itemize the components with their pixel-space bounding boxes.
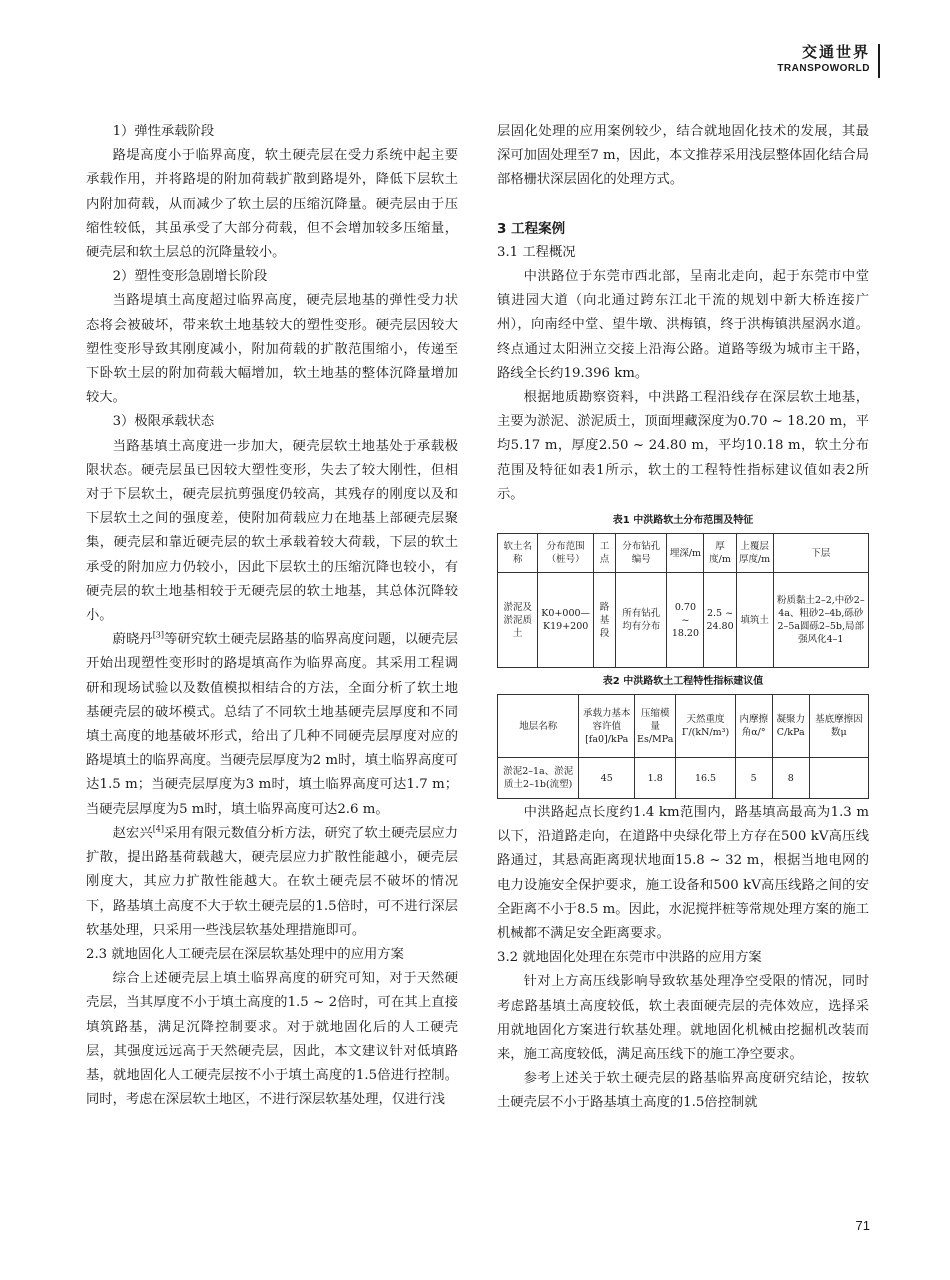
table-cell: 淤泥及淤泥质土 bbox=[498, 573, 538, 668]
table-header-cell: 厚度/m bbox=[704, 534, 736, 573]
table-cell: 路基段 bbox=[593, 573, 615, 668]
table-header-cell: 软土名称 bbox=[498, 534, 538, 573]
paragraph: 针对上方高压线影响导致软基处理净空受限的情况，同时考虑路基填土高度较低，软土表面硬壳层的壳体效应，选择采用就地固化方案进行软基处理。就地固化机械由挖掘机改装而来，施工高度较低，满足高压线下的施工净空要求。 bbox=[497, 974, 869, 1063]
table-cell: 所有钻孔均有分布 bbox=[616, 573, 667, 668]
table-header-cell: 天然重度Γ/(kN/m³) bbox=[676, 695, 735, 758]
paragraph: 路堤高度小于临界高度，软土硬壳层在受力系统中起主要承载作用，并将路堤的附加荷载扩散到路堤外，降低下层软土内附加荷载，从而减少了软土层的压缩沉降量。硬壳层由于压缩性较低，其虽承受了大部分荷载，但不会增加较多压缩量，硬壳层和软土层总的沉降量较小。 bbox=[86, 148, 458, 261]
table-header-row bbox=[498, 695, 869, 758]
journal-header bbox=[777, 42, 870, 76]
paragraph-text: 等研究软土硬壳层路基的临界高度问题，以硬壳层开始出现塑性变形时的路堤填高作为临界高度。其采用工程调研和现场试验以及数值模拟相结合的方法，全面分析了软土地基硬壳层的破坏模式。总结了不同软土地基硬壳层厚度和不同填土高度的地基破坏形式，给出了几种不同硬壳层厚度对应的路堤填土的临界高度。当硬壳层厚度为2 m时，填土临界高度可达1.5 m；当硬壳层厚度为3 m时，填土临界高度可达1.7 m；当硬壳层厚度为5 m时，填土临界高度可达2.6 m。 bbox=[86, 632, 459, 817]
table-row bbox=[498, 573, 869, 668]
citation-ref: [4] bbox=[152, 824, 165, 834]
table-header-cell: 分布范围（桩号） bbox=[538, 534, 594, 573]
table-cell: 粉质黏土2–2,中砂2–4a、粗砂2–4b,砾砂2–5a圆砾2–5b,局部强风化4–1 bbox=[773, 573, 868, 668]
author-name: 蔚晓丹 bbox=[112, 632, 153, 648]
section-3-2-heading: 3.2 就地固化处理在东莞市中洪路的应用方案 bbox=[497, 950, 762, 966]
paragraph: 当路基填土高度进一步加大，硬壳层软土地基处于承载极限状态。硬壳层虽已因较大塑性变形，失去了较大刚性，但相对于下层软土，硬壳层抗剪强度仍较高，其残存的刚度以及和下层软土之间的强度差，使附加荷载应力在地基上部硬壳层聚集，硬壳层和靠近硬壳层的软土承载着较大荷载，下层的软土承受的附加应力仍较小，因此下层软土的压缩沉降也较小，有硬壳层的软土地基相较于无硬壳层的软土地基，其总体沉降较小。 bbox=[86, 438, 458, 624]
table-header-cell: 下层 bbox=[773, 534, 868, 573]
table-cell: 45 bbox=[579, 758, 635, 799]
table-cell: 8 bbox=[772, 758, 809, 799]
author-name: 赵宏兴 bbox=[112, 825, 153, 841]
stage-1-title: 1）弹性承载阶段 bbox=[112, 124, 215, 139]
left-column bbox=[86, 120, 458, 1112]
table-header-cell: 压缩模量Es/MPa bbox=[635, 695, 676, 758]
paragraph-text: 采用有限元数值分析方法，研究了软土硬壳层应力扩散，提出路基荷载越大，硬壳层应力扩散性能越小，硬壳层刚度大，其应力扩散性能越大。在软土硬壳层不破坏的情况下，路基填土高度不大于软土硬壳层的1.5倍时，可不进行深层软基处理，只采用一些浅层软基处理措施即可。 bbox=[86, 825, 459, 938]
table-header-cell: 凝聚力C/kPa bbox=[772, 695, 809, 758]
table-1 bbox=[497, 533, 869, 668]
table-cell bbox=[809, 758, 868, 799]
table-row bbox=[498, 758, 869, 799]
journal-name-en: TRANSPOWORLD bbox=[777, 63, 870, 74]
right-column bbox=[497, 120, 869, 1116]
table-cell: 0.70 ~ 18.20 bbox=[667, 573, 704, 668]
table-header-cell: 基底摩擦因数μ bbox=[809, 695, 868, 758]
header-divider bbox=[878, 44, 880, 78]
table-cell: 填筑土 bbox=[736, 573, 773, 668]
section-3-heading: 3 工程案例 bbox=[497, 220, 566, 237]
stage-3-title: 3）极限承载状态 bbox=[112, 414, 215, 430]
paragraph: 当路堤填土高度超过临界高度，硬壳层地基的弹性受力状态将会被破坏，带来软土地基较大的塑性变形。硬壳层因较大塑性变形导致其刚度减小，附加荷载的扩散范围缩小，传递至下卧软土层的附加荷载大幅增加，软土地基的整体沉降量增加较大。 bbox=[86, 293, 458, 406]
paragraph: 根据地质勘察资料，中洪路工程沿线存在深层软土地基，主要为淤泥、淤泥质土，顶面埋藏深度为0.70 ~ 18.20 m，平均5.17 m，厚度2.50 ~ 24.80 m，平均10.18 m，软土分布范围及特征如表1所示，软土的工程特性指标建议值如表2所示。 bbox=[497, 390, 869, 502]
table-header-cell: 分布钻孔编号 bbox=[616, 534, 667, 573]
paragraph: 层固化处理的应用案例较少，结合就地固化技术的发展，其最深可加固处理至7 m，因此，本文推荐采用浅层整体固化结合局部格栅状深层固化的处理方式。 bbox=[497, 124, 869, 188]
table-cell: 16.5 bbox=[676, 758, 735, 799]
table-1-caption: 表1 中洪路软土分布范围及特征 bbox=[612, 515, 754, 527]
table-cell: K0+000—K19+200 bbox=[538, 573, 594, 668]
table-2-caption: 表2 中洪路软土工程特性指标建议值 bbox=[602, 676, 764, 688]
paragraph: 中洪路位于东莞市西北部，呈南北走向，起于东莞市中堂镇进园大道（向北通过跨东江北干流的规划中新大桥连接广州），向南经中堂、望牛墩、洪梅镇，终于洪梅镇洪屋涡水道。终点通过太阳洲立交接上沿海公路。道路等级为城市主干路，路线全长约19.396 km。 bbox=[497, 269, 869, 381]
stage-2-title: 2）塑性变形急剧增长阶段 bbox=[112, 269, 268, 285]
table-cell: 5 bbox=[735, 758, 772, 799]
table-cell: 淤泥2–1a、淤泥质土2–1b(流塑) bbox=[498, 758, 579, 799]
table-cell: 2.5 ~ 24.80 bbox=[704, 573, 736, 668]
table-header-cell: 工点 bbox=[593, 534, 615, 573]
table-header-cell: 内摩擦角α/° bbox=[735, 695, 772, 758]
section-3-1-heading: 3.1 工程概况 bbox=[497, 244, 576, 260]
paragraph bbox=[86, 628, 458, 822]
paragraph: 参考上述关于软土硬壳层的路基临界高度研究结论，按软土硬壳层不小于路基填土高度的1.5倍控制就 bbox=[497, 1071, 869, 1111]
table-cell: 1.8 bbox=[635, 758, 676, 799]
paragraph: 综合上述硬壳层上填土临界高度的研究可知，对于天然硬壳层，当其厚度不小于填土高度的1.5 ~ 2倍时，可在其上直接填筑路基，满足沉降控制要求。对于就地固化后的人工硬壳层，其强度远远高于天然硬壳层，因此，本文建议针对低填路基，就地固化人工硬壳层按不小于填土高度的1.5倍进行控制。同时，考虑在深层软土地区，不进行深层软基处理，仅进行浅 bbox=[86, 971, 458, 1108]
table-header-cell: 埋深/m bbox=[667, 534, 704, 573]
table-2 bbox=[497, 694, 869, 799]
table-header-cell: 上覆层厚度/m bbox=[736, 534, 773, 573]
table-header-row bbox=[498, 534, 869, 573]
table-header-cell: 承载力基本容许值[fa0]/kPa bbox=[579, 695, 635, 758]
page-number: 71 bbox=[855, 1218, 870, 1233]
table-header-cell: 地层名称 bbox=[498, 695, 579, 758]
journal-name-cn: 交通世界 bbox=[801, 43, 870, 61]
section-2-3-heading: 2.3 就地固化人工硬壳层在深层软基处理中的应用方案 bbox=[86, 946, 404, 962]
paragraph: 中洪路起点长度约1.4 km范围内，路基填高最高为1.3 m以下，沿道路走向，在道路中央绿化带上方存在500 kV高压线路通过，其悬高距离现状地面15.8 ~ 32 m，根据当地电网的电力设施安全保护要求，施工设备和500 kV高压线路之间的安全距离不小于8.5 m。因此，水泥搅拌桩等常规处理方案的施工机械都不满足安全距离要求。 bbox=[497, 805, 869, 942]
citation-ref: [3] bbox=[152, 630, 165, 640]
paragraph bbox=[86, 822, 458, 943]
